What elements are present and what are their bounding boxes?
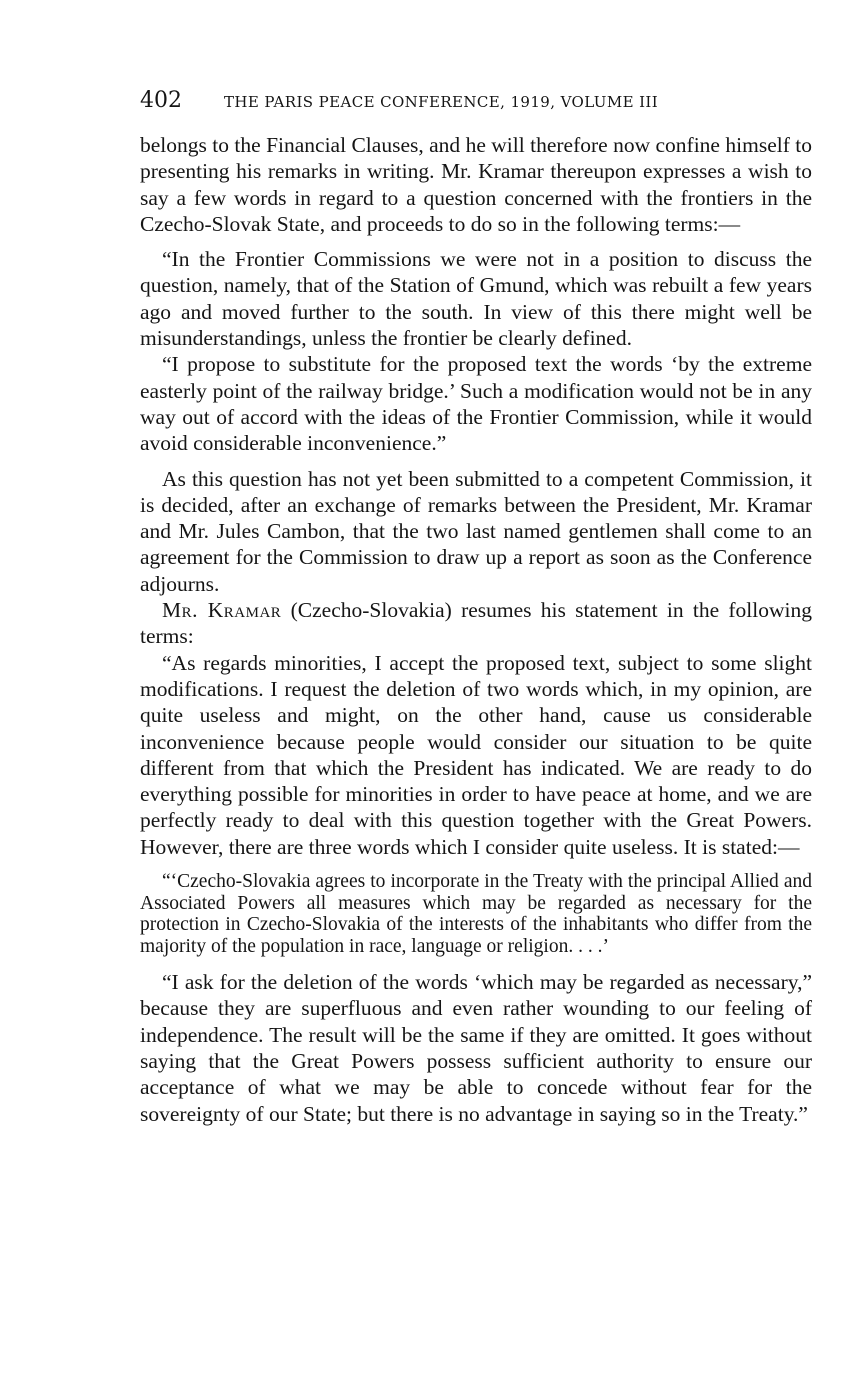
paragraph-6: “As regards minorities, I accept the proposed text, subject to some slight modifications. I request the deletion of two words which, in my opinion, are quite useless and might, on the other hand, cause us considerable inconvenience because people would consider our situation to be quite different from that which the President has indicated. We are ready to do everything possible for minorities in order to have peace at home, and we are perfectly ready to deal with this question together with the Great Powers. However, there are three words which I consider quite useless. It is stated:—: [140, 650, 812, 859]
page-number: 402: [140, 88, 182, 113]
document-page: [140, 88, 812, 1127]
paragraph-5-text: (Czecho-Slovakia) resumes his statement in the following terms:: [140, 598, 812, 649]
paragraph-1: belongs to the Financial Clauses, and he will therefore now confine himself to presenting his remarks in writing. Mr. Kramar thereupon expresses a wish to say a few words in regard to a question concerned with the frontiers in the Czecho-Slovak State, and proceeds to do so in the following terms:—: [140, 133, 812, 236]
paragraph-3: “I propose to substitute for the proposed text the words ‘by the extreme easterly point of the railway bridge.’ Such a modification would not be in any way out of accord with the ideas of the Frontier Commission, while it would avoid considerable inconvenience.”: [140, 352, 812, 456]
running-head: [140, 88, 812, 132]
paragraph-2: “In the Frontier Commissions we were not in a position to discuss the question, namely, that of the Station of Gmund, which was rebuilt a few years ago and moved further to the south. In view of this there might well be misunderstandings, unless the frontier be clearly defined.: [140, 247, 812, 351]
running-title: THE PARIS PEACE CONFERENCE, 1919, VOLUME III: [224, 93, 659, 111]
speaker-name: Mr. Kramar: [162, 598, 282, 623]
paragraph-4: As this question has not yet been submitted to a competent Commission, it is decided, after an exchange of remarks between the President, Mr. Kramar and Mr. Jules Cambon, that the two last named gentlemen shall come to an agreement for the Commission to draw up a report as soon as the Conference adjourns.: [140, 466, 812, 596]
block-quote: “‘Czecho-Slovakia agrees to incorporate in the Treaty with the principal Allied and Associated Powers all measures which may be regarded as necessary for the protection in Czecho-Slovakia of the interests of the inhabitants who differ from the majority of the population in race, language or religion. . . .’: [140, 871, 812, 957]
body-text: [140, 132, 812, 1127]
paragraph-7: “I ask for the deletion of the words ‘which may be regarded as necessary,” because they are superfluous and even rather wounding to our feeling of independence. The result will be the same if they are omitted. It goes without saying that the Great Powers possess sufficient authority to ensure our acceptance of what we may be able to concede without fear for the sovereignty of our State; but there is no advantage in saying so in the Treaty.”: [140, 970, 812, 1126]
paragraph-5: [140, 597, 812, 650]
